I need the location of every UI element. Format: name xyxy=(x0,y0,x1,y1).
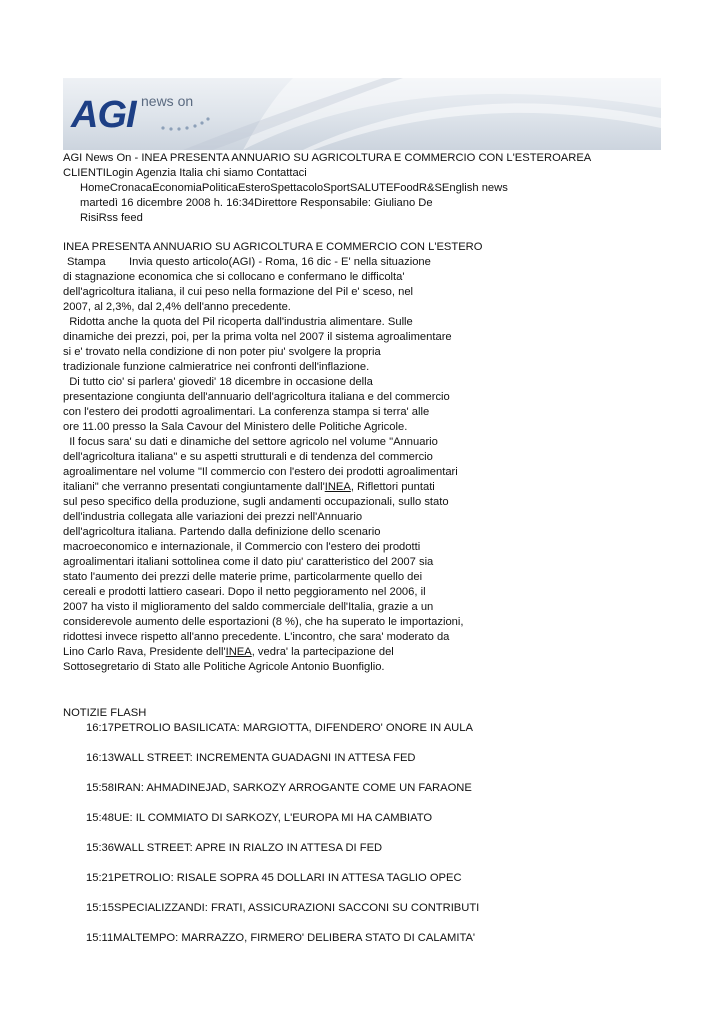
article-line: 2007, al 2,3%, dal 2,4% dell'anno precedente. xyxy=(63,301,291,313)
agi-banner[interactable] xyxy=(63,78,661,150)
rss-feed-line[interactable]: RisiRss feed xyxy=(80,212,143,224)
agi-logo: AGI xyxy=(71,94,136,136)
article-line: agroalimentari italiani sottolinea come il dato piu' caratteristico del 2007 sia xyxy=(63,556,434,568)
send-article-link[interactable]: Invia questo articolo xyxy=(129,256,229,268)
article-line-text: italiani" che verranno presentati congiuntamente dall' xyxy=(63,481,325,493)
article-line: considerevole aumento delle esportazioni (8 %), che ha superato le importazioni, xyxy=(63,616,464,628)
article-line-text: , Riflettori puntati xyxy=(350,481,435,493)
article-line: agroalimentare nel volume "Il commercio con l'estero dei prodotti agroalimentari xyxy=(63,466,458,478)
inea-link[interactable]: INEA xyxy=(324,481,351,493)
flash-news-item[interactable]: 16:13WALL STREET: INCREMENTA GUADAGNI IN ATTESA FED xyxy=(86,752,416,764)
article-line: 2007 ha visto il miglioramento del saldo commerciale dell'Italia, grazie a un xyxy=(63,601,434,613)
inea-link[interactable]: INEA xyxy=(225,646,252,658)
article-line: sul peso specifico della produzione, sugli andamenti occupazionali, sullo stato xyxy=(63,496,449,508)
article-line-text: , vedra' la partecipazione del xyxy=(251,646,394,658)
article-line: Di tutto cio' si parlera' giovedi' 18 dicembre in occasione della xyxy=(63,376,373,388)
article-line: di stagnazione economica che si collocano e confermano le difficolta' xyxy=(63,271,405,283)
article-line-with-link xyxy=(63,645,543,660)
article-toolbar xyxy=(63,255,431,270)
newson-logo-text: news on xyxy=(141,93,194,109)
article-line: ore 11.00 presso la Sala Cavour del Ministero delle Politiche Agricole. xyxy=(63,421,408,433)
article-line: si e' trovato nella condizione di non poter piu' svolgere la propria xyxy=(63,346,381,358)
flash-news-item[interactable]: 16:17PETROLIO BASILICATA: MARGIOTTA, DIFENDERO' ONORE IN AULA xyxy=(86,722,473,734)
date-director-line: martedì 16 dicembre 2008 h. 16:34Direttore Responsabile: Giuliano De xyxy=(80,197,433,209)
article-line: tradizionale funzione calmieratrice nei confronti dell'inflazione. xyxy=(63,361,370,373)
flash-news-item[interactable]: 15:11MALTEMPO: MARRAZZO, FIRMERO' DELIBERA STATO DI CALAMITA' xyxy=(86,932,476,944)
article-line: dell'agricoltura italiana, il cui peso nella formazione del Pil e' sceso, nel xyxy=(63,286,414,298)
article-line: stato l'aumento dei prezzi delle materie prime, particolarmente quello dei xyxy=(63,571,423,583)
flash-news-item[interactable]: 15:36WALL STREET: APRE IN RIALZO IN ATTESA DI FED xyxy=(86,842,383,854)
logo-dots-icon xyxy=(159,114,219,134)
article-title: INEA PRESENTA ANNUARIO SU AGRICOLTURA E COMMERCIO CON L'ESTERO xyxy=(63,241,483,253)
header-title-line: AGI News On - INEA PRESENTA ANNUARIO SU AGRICOLTURA E COMMERCIO CON L'ESTEROAREA xyxy=(63,152,592,164)
flash-news-title: NOTIZIE FLASH xyxy=(63,707,147,719)
article-line: presentazione congiunta dell'annuario dell'agricoltura italiana e del commercio xyxy=(63,391,450,403)
article-line: Ridotta anche la quota del Pil ricoperta dall'industria alimentare. Sulle xyxy=(63,316,413,328)
article-line-with-link xyxy=(63,480,543,495)
print-link[interactable]: Stampa xyxy=(67,256,106,268)
article-line-text: Lino Carlo Rava, Presidente dell' xyxy=(63,646,226,658)
banner-swoosh xyxy=(63,78,661,150)
article-line: dell'industria collegata alle variazioni dei prezzi nell'Annuario xyxy=(63,511,363,523)
article-line: Sottosegretario di Stato alle Politiche Agricole Antonio Buonfiglio. xyxy=(63,661,385,673)
article-line: cereali e prodotti lattiero caseari. Dopo il netto peggioramento nel 2006, il xyxy=(63,586,426,598)
flash-news-list xyxy=(86,721,479,961)
article-line: dinamiche dei prezzi, poi, per la prima volta nel 2007 il sistema agroalimentare xyxy=(63,331,452,343)
article-line: dell'agricoltura italiana. Partendo dalla definizione dello scenario xyxy=(63,526,381,538)
main-nav-links[interactable]: HomeCronacaEconomiaPoliticaEsteroSpettacoloSportSALUTEFoodR&SEnglish news xyxy=(80,182,508,194)
article-line: ridottesi invece rispetto all'anno precedente. L'incontro, che sara' moderato da xyxy=(63,631,450,643)
flash-news-item[interactable]: 15:58IRAN: AHMADINEJAD, SARKOZY ARROGANTE COME UN FARAONE xyxy=(86,782,472,794)
flash-news-item[interactable]: 15:21PETROLIO: RISALE SOPRA 45 DOLLARI IN ATTESA TAGLIO OPEC xyxy=(86,872,462,884)
article-body xyxy=(63,270,543,675)
article-line: dell'agricoltura italiana" e su aspetti strutturali e di tendenza del commercio xyxy=(63,451,433,463)
header-client-links[interactable]: CLIENTILogin Agenzia Italia chi siamo Contattaci xyxy=(63,167,307,179)
article-intro: (AGI) - Roma, 16 dic - E' nella situazione xyxy=(228,256,431,268)
article-line: macroeconomico e internazionale, il Commercio con l'estero dei prodotti xyxy=(63,541,421,553)
flash-news-item[interactable]: 15:15SPECIALIZZANDI: FRATI, ASSICURAZIONI SACCONI SU CONTRIBUTI xyxy=(86,902,480,914)
article-line: con l'estero dei prodotti agroalimentari. La conferenza stampa si terra' alle xyxy=(63,406,430,418)
flash-news-item[interactable]: 15:48UE: IL COMMIATO DI SARKOZY, L'EUROPA MI HA CAMBIATO xyxy=(86,812,433,824)
article-line: Il focus sara' su dati e dinamiche del settore agricolo nel volume "Annuario xyxy=(63,436,438,448)
